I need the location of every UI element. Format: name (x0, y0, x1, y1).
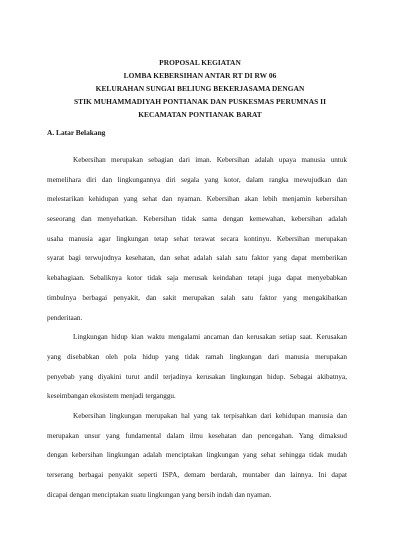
text-line: memelihara diri dan lingkungannya diri segala yang kotor, dalam rangka mewujudkan dan (47, 175, 347, 184)
title-line: KELURAHAN SUNGAI BELIUNG BEKERJASAMA DENGAN (95, 84, 305, 93)
text-line: kebahagiaan. Sebaliknya kotor tidak saja merusak keindahan tetapi juga dapat menyebabkan (47, 274, 347, 283)
text-line: syarat bagi terwujudnya kesehatan, dan sehat adalah salah satu faktor yang dapat memberikan (47, 254, 347, 263)
text-line: Kebersihan merupakan sebagian dari iman. Kebersihan adalah upaya manusia untuk (73, 156, 347, 164)
text-line: usaha manusia agar lingkungan tetap sehat terawat secara kontinyu. Kebersihan merupakan (47, 234, 347, 243)
title-line: STIK MUHAMMADIYAH PONTIANAK DAN PUSKESMAS PERUMNAS II (73, 97, 327, 106)
text-line: penderitaan. (47, 313, 83, 322)
document-title (0, 56, 400, 121)
title-line: KECAMATAN PONTIANAK BARAT (138, 110, 262, 119)
paragraph-3 (47, 407, 347, 505)
text-line: terserang berbagai penyakit seperti ISPA, demam berdarah, muntaber dan lainnya. Ini dapat (47, 471, 347, 479)
title-line: LOMBA KEBERSIHAN ANTAR RT DI RW 06 (123, 71, 277, 80)
text-line: dicapai dengan menciptakan suatu lingkungan yang bersih indah dan nyaman. (47, 490, 272, 499)
text-line: dengan kebersihan lingkungan adalah menciptakan lingkungan yang sehat sehingga tidak mudah (47, 451, 347, 460)
text-line: Lingkungan hidup kian waktu mengalami ancaman dan kerusakan setiap saat. Kerusakan (73, 333, 347, 342)
section-heading: A. Latar Belakang (47, 128, 106, 137)
text-line: penyebab yang diyakini turut andil terjadinya kerusakan lingkungan hidup. Sebagai akibatnya, (47, 372, 347, 381)
paragraph-1 (47, 151, 347, 328)
text-line: timbulnya berbagai penyakit, dan sakit merupakan salah satu faktor yang mengakibatkan (47, 293, 347, 302)
paragraph-2 (47, 328, 347, 407)
text-line: yang disebabkan oleh pola hidup yang tidak ramah lingkungan dari manusia merupakan (47, 352, 347, 361)
title-line: PROPOSAL KEGIATAN (159, 58, 241, 67)
text-line: Kebersihan lingkungan merupakan hal yang tak terpisahkan dari kehidupan manusia dan (73, 411, 347, 420)
text-line: keseimbangan ekosistem menjadi terganggu. (47, 392, 176, 401)
text-line: merupakan unsur yang fundamental dalam ilmu kesehatan dan pencegahan. Yang dimaksud (47, 431, 347, 440)
text-line: seseorang dan menyehatkan. Kebersihan tidak sama dengan kemewahan, kebersihan adalah (47, 215, 347, 224)
text-line: melestarikan kehidupan yang sehat dan nyaman. Kebersihan akan lebih menjamin kebersihan (47, 195, 347, 204)
body-text (47, 151, 347, 505)
